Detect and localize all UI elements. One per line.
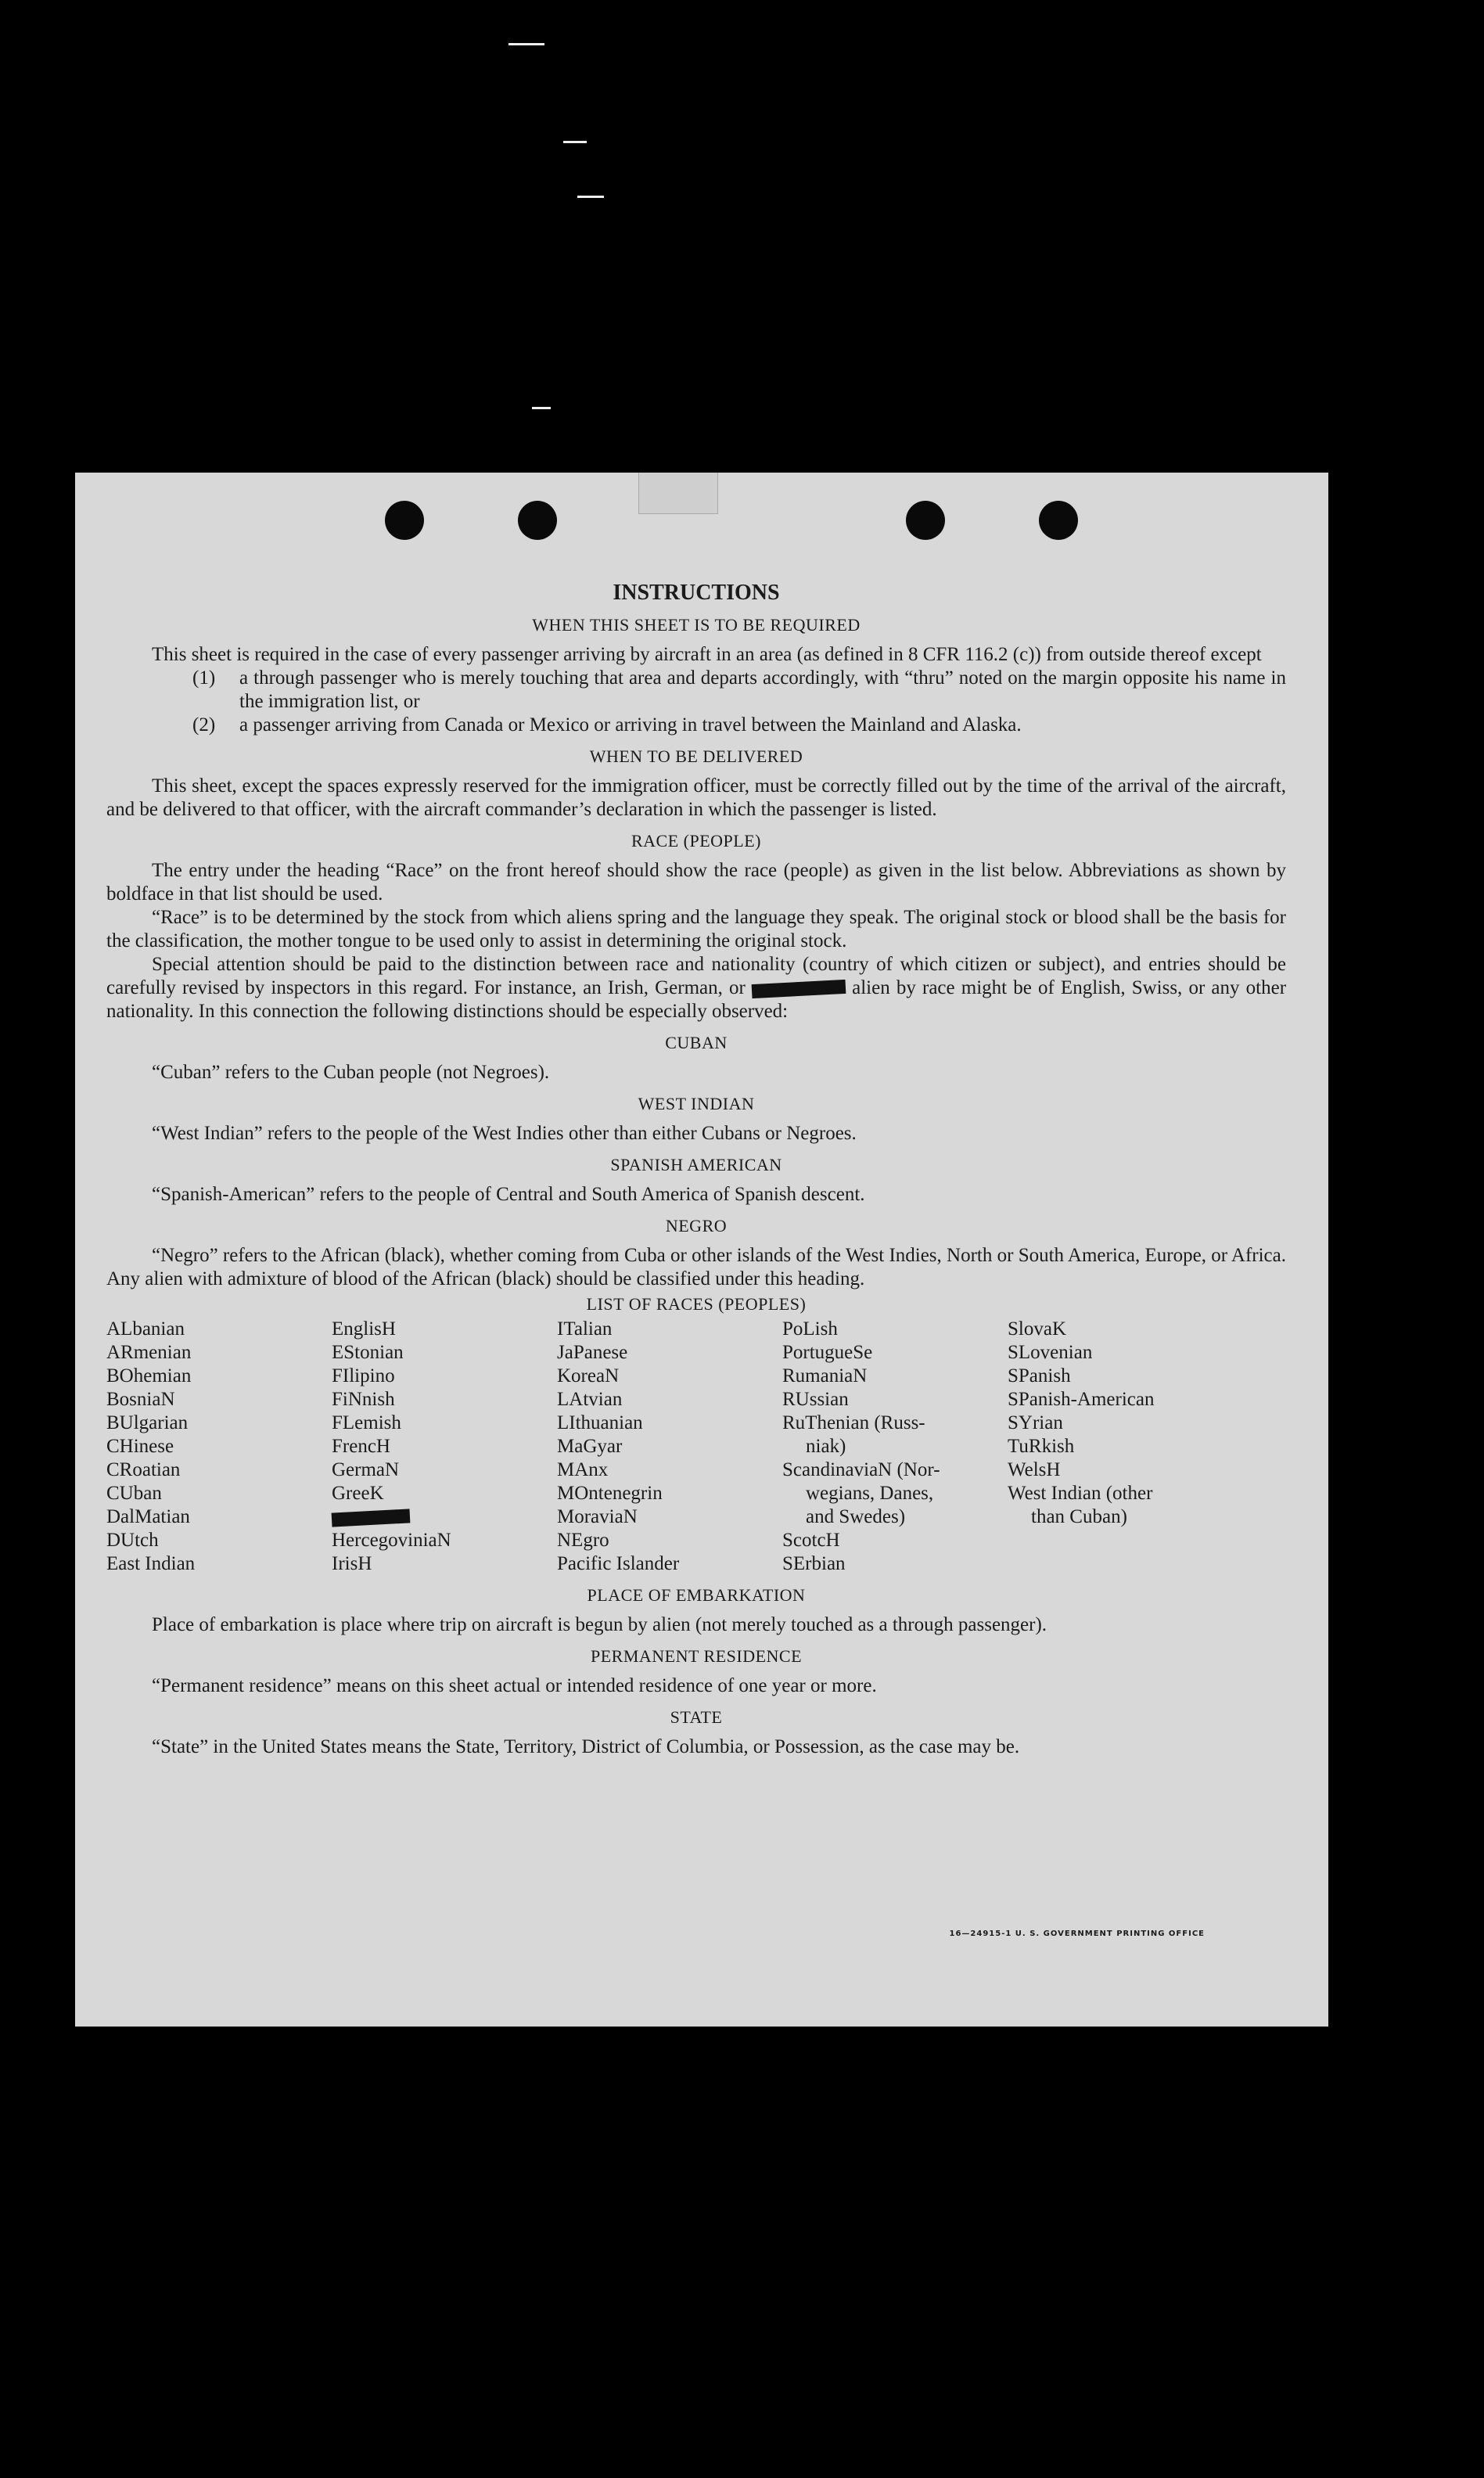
page-title: INSTRUCTIONS: [613, 581, 780, 605]
race-entry: GermaN: [332, 1459, 400, 1480]
race-entry: FLemish: [332, 1412, 401, 1433]
race-entry: wegians, Danes,: [806, 1483, 934, 1504]
race-entry: TuRkish: [1008, 1436, 1075, 1457]
paragraph: This sheet is required in the case of every passenger arriving by aircraft in an area (as defined in 8 CFR 116.2 (c)) from outside thereof except: [152, 644, 1262, 665]
instructions-content: [106, 581, 1286, 1759]
race-entry: ARmenian: [106, 1342, 192, 1363]
paragraph: This sheet, except the spaces expressly reserved for the immigration officer, must be correctly filled out by the time of the arrival of the aircraft, and be delivered to that officer, with the aircraft commander’s declaration in which the passenger is listed.: [106, 775, 1286, 820]
race-entry: GreeK: [332, 1483, 384, 1504]
race-entry: FiNnish: [332, 1389, 395, 1410]
redaction-mark: [752, 980, 846, 998]
print-code: 16—24915-1 U. S. GOVERNMENT PRINTING OFFICE: [949, 1930, 1205, 1938]
paragraph: “Spanish-American” refers to the people of Central and South America of Spanish descent.: [152, 1184, 865, 1205]
race-entry: FrencH: [332, 1436, 390, 1457]
paragraph: “Permanent residence” means on this sheet actual or intended residence of one year or more.: [152, 1675, 877, 1696]
race-entry: SlovaK: [1008, 1318, 1066, 1340]
section-heading: PLACE OF EMBARKATION: [587, 1585, 806, 1605]
section-heading: WHEN THIS SHEET IS TO BE REQUIRED: [532, 615, 861, 635]
paragraph-part: alien by race might be of English, Swiss, or any other nationality. In this connection the following distinctions should be especially observed:: [106, 977, 1287, 1022]
paragraph: [106, 953, 1286, 1023]
document-page: [75, 473, 1328, 2027]
race-entry: West Indian (other: [1008, 1483, 1153, 1504]
race-entry: CRoatian: [106, 1459, 181, 1480]
race-entry: MaGyar: [557, 1436, 623, 1457]
race-entry: HercegoviniaN: [332, 1530, 451, 1551]
race-entry: EnglisH: [332, 1318, 396, 1340]
race-entry: and Swedes): [806, 1506, 906, 1527]
race-entry: FIlipino: [332, 1365, 395, 1386]
race-entry: SLovenian: [1008, 1342, 1093, 1363]
race-entry: EStonian: [332, 1342, 404, 1363]
race-entry: niak): [806, 1436, 846, 1457]
races-column: [332, 1318, 557, 1576]
paragraph: “Negro” refers to the African (black), whether coming from Cuba or other islands of the West Indies, North or South America, Europe, or Africa. Any alien with admixture of blood of the African (black) should be classified under this heading.: [106, 1245, 1286, 1289]
paragraph: Place of embarkation is place where trip on aircraft is begun by alien (not merely touched as a through passenger).: [152, 1614, 1047, 1635]
race-entry: BosniaN: [106, 1389, 175, 1410]
race-entry: SPanish: [1008, 1365, 1071, 1386]
race-entry: LIthuanian: [557, 1412, 643, 1433]
race-entry: ITalian: [557, 1318, 613, 1340]
race-entry: CHinese: [106, 1436, 174, 1457]
item-text: a through passenger who is merely touching that area and departs accordingly, with “thru” noted on the margin opposite his name in the immigration list, or: [239, 667, 1286, 712]
paragraph-part: Special attention should be paid to the distinction between race and nationality (country of which citizen or subject), and entries should be carefully revised by inspectors in this regard. For instance, an Irish, German, or: [106, 954, 1286, 998]
race-entry: SPanish-American: [1008, 1389, 1155, 1410]
race-entry: MAnx: [557, 1459, 609, 1480]
scan-artifact: [577, 196, 604, 198]
paragraph: The entry under the heading “Race” on the front hereof should show the race (people) as given in the list below. Abbreviations as shown by boldface in that list should be used.: [106, 860, 1286, 905]
section-heading: WHEN TO BE DELIVERED: [589, 746, 803, 766]
race-entry: Pacific Islander: [557, 1553, 680, 1574]
races-column: [557, 1318, 782, 1576]
race-entry: NEgro: [557, 1530, 609, 1551]
punch-hole: [906, 501, 945, 540]
race-entry: [332, 1505, 557, 1529]
race-entry: KoreaN: [557, 1365, 620, 1386]
race-entry: BUlgarian: [106, 1412, 189, 1433]
page-tab: [638, 473, 718, 514]
list-item: [192, 667, 1286, 714]
race-entry: ALbanian: [106, 1318, 185, 1340]
punch-hole: [385, 501, 424, 540]
race-entry: ScandinaviaN (Nor-: [782, 1459, 940, 1480]
race-entry: East Indian: [106, 1553, 196, 1574]
item-number: (2): [192, 714, 216, 735]
race-entry: ScotcH: [782, 1530, 840, 1551]
section-heading: LIST OF RACES (PEOPLES): [586, 1294, 807, 1314]
item-number: (1): [192, 667, 216, 689]
races-list: [106, 1318, 1286, 1576]
races-column: [1008, 1318, 1286, 1576]
item-text: a passenger arriving from Canada or Mexico or arriving in travel between the Mainland and Alaska.: [239, 714, 1022, 735]
race-entry: IrisH: [332, 1553, 372, 1574]
section-heading: CUBAN: [665, 1033, 728, 1052]
race-entry: JaPanese: [557, 1342, 628, 1363]
section-heading: WEST INDIAN: [638, 1094, 755, 1113]
paragraph: “State” in the United States means the State, Territory, District of Columbia, or Possession, as the case may be.: [152, 1736, 1020, 1757]
scan-artifact: [563, 141, 587, 143]
race-entry: PortugueSe: [782, 1342, 873, 1363]
race-entry: RUssian: [782, 1389, 849, 1410]
race-entry: BOhemian: [106, 1365, 192, 1386]
race-entry: RumaniaN: [782, 1365, 868, 1386]
redaction-mark: [332, 1509, 411, 1527]
race-entry: DUtch: [106, 1530, 159, 1551]
races-column: [106, 1318, 332, 1576]
paragraph: “West Indian” refers to the people of the West Indies other than either Cubans or Negroes.: [152, 1123, 857, 1144]
section-heading: NEGRO: [665, 1216, 728, 1235]
race-entry: RuThenian (Russ-: [782, 1412, 925, 1433]
race-entry: LAtvian: [557, 1389, 623, 1410]
scan-artifact: [532, 407, 551, 409]
races-column: [782, 1318, 1008, 1576]
race-entry: DalMatian: [106, 1506, 190, 1527]
race-entry: than Cuban): [1031, 1506, 1127, 1527]
race-entry: MoraviaN: [557, 1506, 638, 1527]
race-entry: CUban: [106, 1483, 162, 1504]
race-entry: WelsH: [1008, 1459, 1061, 1480]
section-heading: PERMANENT RESIDENCE: [590, 1646, 803, 1666]
section-heading: SPANISH AMERICAN: [610, 1155, 782, 1174]
race-entry: SErbian: [782, 1553, 846, 1574]
list-item: [192, 714, 1286, 737]
punch-hole: [518, 501, 557, 540]
race-entry: MOntenegrin: [557, 1483, 663, 1504]
paragraph: “Race” is to be determined by the stock from which aliens spring and the language they speak. The original stock or blood shall be the basis for the classification, the mother tongue to be used only to assist in determining the original stock.: [106, 907, 1286, 951]
paragraph: “Cuban” refers to the Cuban people (not Negroes).: [152, 1062, 550, 1083]
punch-hole: [1039, 501, 1078, 540]
section-heading: STATE: [670, 1707, 723, 1727]
section-heading: RACE (PEOPLE): [631, 831, 761, 851]
scan-artifact: [508, 43, 544, 45]
race-entry: PoLish: [782, 1318, 838, 1340]
race-entry: SYrian: [1008, 1412, 1063, 1433]
